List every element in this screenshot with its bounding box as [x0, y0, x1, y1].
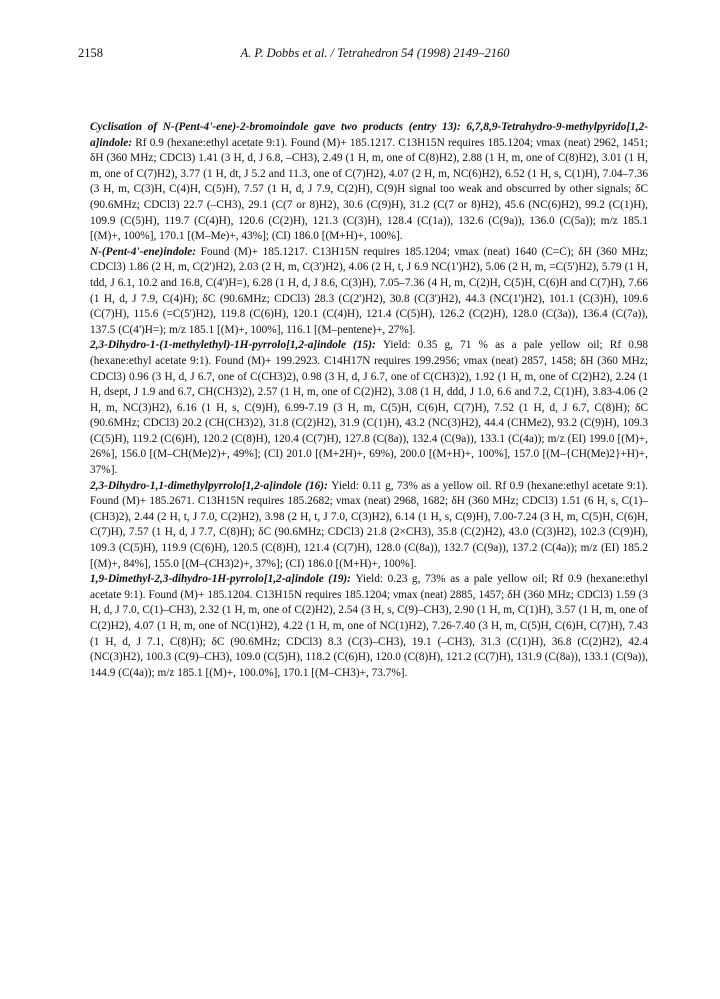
page-number: 2158 [78, 46, 103, 60]
entry-heading: 1,9-Dimethyl-2,3-dihydro-1H-pyrrolo[1,2-a]indole (19): [90, 573, 356, 586]
experimental-text [90, 120, 648, 681]
entry-text: Yield: 0.11 g, 73% as a yellow oil. Rf 0.9 (hexane:ethyl acetate 9:1). Found (M)+ 185.2671. C13H15N requires 185.2682; νmax (neat) 2968, 1682; δH (360 MHz; CDCl3) 1.51 (6 H, s, C(1)–(CH3)2), 2.44 (2 H, t, J 7.0, C(2)H2), 3.98 (2 H, t, J 7.0, C(3)H2), 6.14 (1 H, s, C(9)H), 7.00-7.24 (3 H, m, C(5)H, C(6)H, C(7)H), 7.57 (1 H, d, J 7.7, C(8)H); δC (90.6MHz; CDCl3) 21.8 (2×CH3), 35.8 (C(2)H2), 43.0 (C(3)H2), 102.3 (C(9)H), 109.3 (C(5)H), 119.9 (C(6)H), 120.5 (C(8)H), 121.4 (C(7)H), 128.0 (C(8a)), 132.7 (C(9a)), 137.2 (C(4a)); m/z (EI) 185.2 [(M)+, 84%], 155.0 [(M–(CH3)2)+, 37%]; (CI) 186.0 [(M+H)+, 100%]. [90, 479, 648, 570]
entry-heading: Cyclisation of N-(Pent-4'-ene)-2-bromoindole gave two products (entry 13): 6,7,8,9-Tetrahydro-9-methylpyrido[1,2-a]indole: [90, 121, 648, 149]
entry-text: Found (M)+ 185.1217. C13H15N requires 185.1204; νmax (neat) 1640 (C=C); δH (360 MHz; CDCl3) 1.86 (2 H, m, C(2')H2), 2.03 (2 H, m, C(3')H2), 4.06 (2 H, t, J 6.9 NC(1')H2), 5.06 (2 H, m, =C(5')H2), 5.79 (1 H, tdd, J 6.1, 10.2 and 16.8, C(4')H=), 6.28 (1 H, d, J 8.6, C(3)H), 7.05–7.36 (4 H, m, C(2)H, C(5)H, C(6)H and C(7)H), 7.66 (1 H, d, J 7.9, C(4)H); δC (90.6MHz; CDCl3) 28.3 (C(2')H2), 30.8 (C(3')H2), 44.3 (NC(1')H2), 101.1 (C(3)H), 109.6 (C(7)H), 115.6 (=C(5')H2), 119.8 (C(6)H), 120.1 (C(4)H), 121.4 (C(5)H), 126.2 (C(2)H), 128.0 (C(3a)), 136.4 (C(7a)), 137.5 (C(4')H=); m/z 185.1 [(M)+, 100%], 116.1 [(M–pentene)+, 27%]. [90, 245, 648, 336]
entry-text: Rf 0.9 (hexane:ethyl acetate 9:1). Found (M)+ 185.1217. C13H15N requires 185.1204; νmax (neat) 2962, 1451; δH (360 MHz; CDCl3) 1.41 (3 H, d, J 6.8, –CH3), 2.49 (1 H, m, one of C(8)H2), 2.88 (1 H, m, one of C(8)H2), 3.01 (1 H, m, one of C(7)H2), 3.77 (1 H, dt, J 5.2 and 11.3, one of C(7)H2), 4.07 (2 H, m, NC(6)H2), 6.52 (1 H, s, C(1)H), 7.04–7.36 (3 H, m, C(3)H, C(4)H, C(5)H), 7.57 (1 H, d, J 7.9, C(2)H), C(9)H signal too weak and obscurred by other signals; δC (90.6MHz; CDCl3) 22.7 (–CH3), 29.1 (C(7 or 8)H2), 30.6 (C(9)H), 31.2 (C(7 or 8)H2), 45.6 (NC(6)H2), 99.2 (C(1)H), 109.9 (C(5)H), 119.7 (C(4)H), 120.6 (C(2)H), 121.3 (C(3)H), 128.4 (C(1a)), 132.6 (C(9a)), 136.0 (C(5a)); m/z 185.1 [(M)+, 100%], 170.1 [(M–Me)+, 43%]; (CI) 186.0 [(M+H)+, 100%]. [90, 136, 648, 243]
running-head: A. P. Dobbs et al. / Tetrahedron 54 (1998) 2149–2160 [240, 46, 510, 60]
compound-entry [90, 245, 648, 339]
entry-text: Yield: 0.35 g, 71 % as a pale yellow oil; Rf 0.98 (hexane:ethyl acetate 9:1). Found (M)+ 199.2923. C14H17N requires 199.2956; νmax (neat) 2857, 1458; δH (360 MHz; CDCl3) 0.96 (3 H, d, J 6.7, one of C(CH3)2), 0.98 (3 H, d, J 6.7, one of C(CH3)2), 1.92 (1 H, m, one of C(2)H2), 2.24 (1 H, dsept, J 1.9 and 6.7, CH(CH3)2), 2.57 (1 H, m, one of C(2)H2), 3.08 (1 H, ddd, J 1.0, 6.6 and 7.2, C(1)H), 3.83-4.06 (2 H, m, NC(3)H2), 6.16 (1 H, s, C(9)H), 6.99-7.19 (3 H, m, C(5)H, C(6)H, C(7)H), 7.52 (1 H, d, J 6.7, C(8)H); δC (90.6MHz; CDCl3) 20.2 (CH(CH3)2), 31.8 (C(2)H2), 31.9 (C(1)H), 43.2 (NC(3)H2), 44.4 (CHMe2), 93.2 (C(9)H), 109.3 (C(5)H), 119.2 (C(6)H), 120.2 (C(8)H), 120.4 (C(7)H), 127.8 (C(8a)), 132.4 (C(9a)), 133.1 (C(4a)); m/z (EI) 199.0 [(M)+, 26%], 156.0 [(M–CH(Me)2)+, 49%]; (CI) 201.0 [(M+2H)+, 69%), 200.0 [(M+H)+, 100%], 157.0 [(M–{CH(Me)2}+H)+, 37%]. [90, 339, 649, 477]
compound-entry [90, 120, 648, 245]
entry-heading: 2,3-Dihydro-1-(1-methylethyl)-1H-pyrrolo[1,2-a]indole (15): [90, 339, 383, 352]
entry-heading: N-(Pent-4'-ene)indole: [90, 245, 201, 258]
compound-entry [90, 479, 648, 573]
entry-heading: 2,3-Dihydro-1,1-dimethylpyrrolo[1,2-a]indole (16): [90, 479, 332, 492]
compound-entry [90, 572, 648, 681]
entry-text: Yield: 0.23 g, 73% as a pale yellow oil; Rf 0.9 (hexane:ethyl acetate 9:1). Found (M)+ 185.1204. C13H15N requires 185.1204; νmax (neat) 2885, 1457; δH (360 MHz; CDCl3) 1.59 (3 H, d, J 7.0, C(1)–CH3), 2.32 (1 H, m, one of C(2)H2), 2.54 (3 H, s, C(9)–CH3), 2.90 (1 H, m, C(1)H), 3.57 (1 H, m, one of C(2)H2), 4.07 (1 H, m, one of NC(1)H2), 4.22 (1 H, m, one of NC(1)H2), 7.26-7.40 (3 H, m, C(5)H, C(6)H, C(7)H), 7.43 (1 H, d, J 7.1, C(8)H); δC (90.6MHz; CDCl3) 8.3 (C(3)–CH3), 19.1 (–CH3), 31.3 (C(1)H), 36.8 (C(2)H2), 42.4 (NC(3)H2), 100.3 (C(9)–CH3), 109.0 (C(5)H), 118.2 (C(6)H), 120.0 (C(8)H), 121.2 (C(7)H), 131.9 (C(8a)), 133.1 (C(9a)), 144.9 (C(4a)); m/z 185.1 [(M)+, 100.0%], 170.1 [(M–CH3)+, 73.7%]. [90, 573, 648, 679]
compound-entry [90, 338, 648, 478]
page-header [78, 46, 672, 64]
